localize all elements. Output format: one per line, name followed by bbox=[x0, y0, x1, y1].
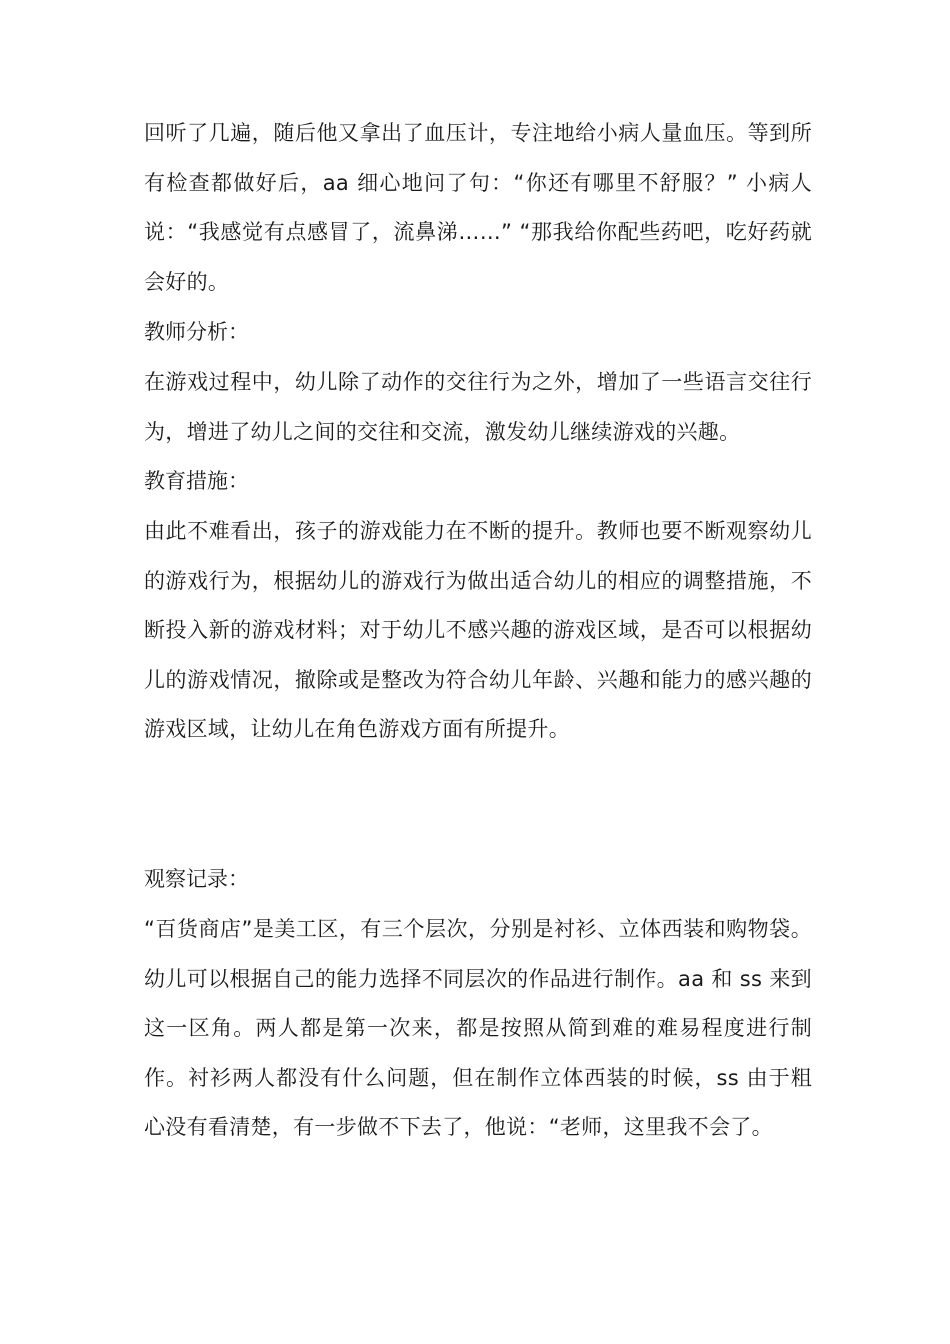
teacher-analysis-heading: 教师分析： bbox=[144, 320, 249, 344]
teacher-analysis-body: 在游戏过程中，幼儿除了动作的交往行为之外，增加了一些语言交往行为，增进了幼儿之间的交往和交流，激发幼儿继续游戏的兴趣。 bbox=[144, 370, 812, 444]
education-measures-body: 由此不难看出，孩子的游戏能力在不断的提升。教师也要不断观察幼儿的游戏行为，根据幼儿的游戏行为做出适合幼儿的相应的调整措施，不断投入新的游戏材料；对于幼儿不感兴趣的游戏区域，是否可以根据幼儿的游戏情况，撤除或是整改为符合幼儿年龄、兴趣和能力的感兴趣的游戏区域，让幼儿在角色游戏方面有所提升。 bbox=[144, 519, 812, 742]
observation-record-body: “百货商店”是美工区，有三个层次，分别是衬衫、立体西装和购物袋。幼儿可以根据自己的能力选择不同层次的作品进行制作。aa 和 ss 来到这一区角。两人都是第一次来，都是按照从简到难的难易程度进行制作。衬衫两人都没有什么问题，但在制作立体西装的时候，ss 由于粗心没有看清楚，有一步做不下去了，他说：“老师，这里我不会了。 bbox=[144, 917, 812, 1140]
paragraph-continuation: 回听了几遍，随后他又拿出了血压计，专注地给小病人量血压。等到所有检查都做好后，aa 细心地问了句：“你还有哪里不舒服？” 小病人说：“我感觉有点感冒了，流鼻涕……” “那我给你配些药吧，吃好药就会好的。 bbox=[144, 121, 812, 294]
education-measures-heading: 教育措施： bbox=[144, 469, 249, 493]
observation-record-heading: 观察记录： bbox=[144, 867, 249, 891]
